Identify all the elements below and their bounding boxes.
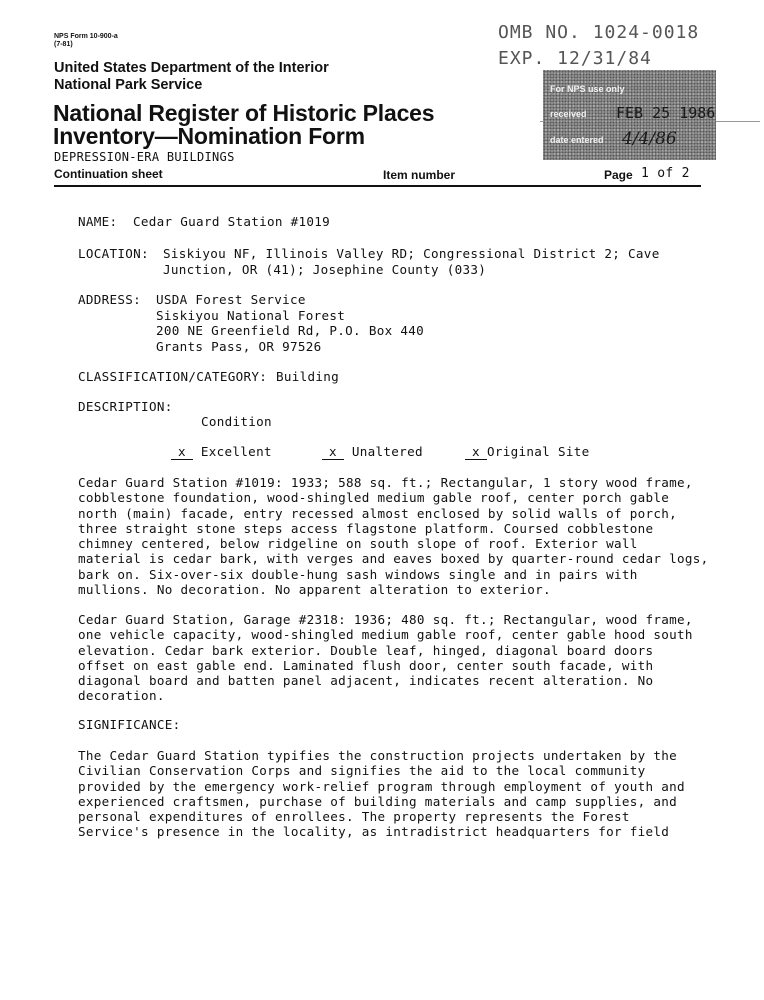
title-line-1: National Register of Historic Places — [53, 100, 435, 126]
condition-label-text: Excellent — [200, 444, 272, 459]
service: National Park Service — [54, 77, 203, 93]
location-line-1: Siskiyou NF, Illinois Valley RD; Congressional District 2; Cave — [163, 246, 660, 261]
check-mark: x — [322, 444, 344, 460]
nps-use-only-label: For NPS use only — [550, 84, 625, 94]
received-label: received — [550, 109, 587, 119]
condition-excellent — [171, 444, 272, 460]
text-line: diagonal board and batten panel adjacent, indicates recent alteration. No — [78, 673, 654, 689]
text-line: three straight stone steps access flagstone platform. Coursed cobblestone — [78, 520, 654, 536]
received-stamp: FEB 25 1986 — [616, 104, 716, 122]
text-line: Civilian Conservation Corps and signifies the aid to the local community — [78, 763, 646, 779]
text-line: north (main) facade, entry recessed almost enclosed by solid walls of porch, — [78, 505, 678, 521]
significance-paragraph — [78, 748, 718, 840]
address-line: Grants Pass, OR 97526 — [156, 339, 322, 354]
name-label: NAME: — [78, 214, 118, 229]
form-id: NPS Form 10-900-a — [54, 33, 118, 40]
form-date: (7-81) — [54, 41, 73, 48]
address-line: Siskiyou National Forest — [156, 308, 346, 323]
department: United States Department of the Interior — [54, 60, 329, 76]
text-line: decoration. — [78, 688, 165, 704]
check-mark: x — [465, 444, 487, 460]
description-label: DESCRIPTION: — [78, 399, 173, 414]
page-label: Page — [604, 168, 633, 182]
text-line: elevation. Cedar bark exterior. Double leaf, hinged, diagonal board doors — [78, 642, 654, 658]
address-line: USDA Forest Service — [156, 292, 306, 307]
text-line: Cedar Guard Station, Garage #2318: 1936; 480 sq. ft.; Rectangular, wood frame, — [78, 612, 693, 627]
title-line-2: Inventory—Nomination Form — [53, 123, 365, 149]
text-line: Service's presence in the locality, as intradistrict headquarters for field — [78, 824, 670, 840]
continuation-sheet-label: Continuation sheet — [54, 167, 163, 181]
text-line: bark on. Six-over-six double-hung sash windows single and in pairs with — [78, 566, 638, 582]
date-entered-handwriting: 4/4/86 — [622, 129, 677, 149]
text-line: cobblestone foundation, wood-shingled medium gable roof, center porch gable — [78, 490, 670, 506]
location-line-2: Junction, OR (41); Josephine County (033) — [163, 262, 487, 277]
condition-label-text: Unaltered — [351, 444, 423, 459]
description-paragraph-garage — [78, 612, 718, 704]
exp-stamp: EXP. 12/31/84 — [498, 48, 652, 69]
text-line: one vehicle capacity, wood-shingled medium gable roof, center gable hood south — [78, 627, 693, 643]
address-line: 200 NE Greenfield Rd, P.O. Box 440 — [156, 323, 424, 338]
condition-original-site — [465, 444, 589, 460]
omb-stamp: OMB NO. 1024-0018 — [498, 22, 700, 43]
item-number-label: Item number — [383, 168, 456, 182]
description-paragraph-station — [78, 475, 718, 597]
header-rule — [54, 185, 701, 187]
text-line: The Cedar Guard Station typifies the construction projects undertaken by the — [78, 748, 678, 763]
location-label: LOCATION: — [78, 246, 149, 261]
check-mark: x — [171, 444, 193, 460]
date-entered-label: date entered — [550, 135, 604, 145]
condition-label: Condition — [201, 414, 272, 429]
condition-label-text: Original Site — [487, 444, 590, 459]
text-line: offset on east gable end. Laminated flush door, center south facade, with — [78, 657, 654, 673]
text-line: personal expenditures of enrollees. The property represents the Forest — [78, 809, 630, 825]
text-line: experienced craftsmen, purchase of building materials and camp supplies, and — [78, 793, 678, 809]
classification-label: CLASSIFICATION/CATEGORY: — [78, 369, 268, 384]
form-subtitle: DEPRESSION-ERA BUILDINGS — [54, 150, 235, 164]
text-line: material is cedar bark, with verges and eaves boxed by quarter-round cedar logs, — [78, 551, 709, 567]
text-line: Cedar Guard Station #1019: 1933; 588 sq. ft.; Rectangular, 1 story wood frame, — [78, 475, 693, 490]
text-line: chimney centered, below ridgeline on south slope of roof. Exterior wall — [78, 536, 638, 552]
name-value: Cedar Guard Station #1019 — [133, 214, 331, 229]
text-line: provided by the emergency work-relief program through employment of youth and — [78, 778, 685, 794]
text-line: mullions. No decoration. No apparent alteration to exterior. — [78, 582, 551, 598]
address-label: ADDRESS: — [78, 292, 142, 307]
page-value: 1 of 2 — [641, 166, 690, 181]
classification-value: Building — [276, 369, 340, 384]
significance-label: SIGNIFICANCE: — [78, 717, 181, 732]
condition-unaltered — [322, 444, 423, 460]
